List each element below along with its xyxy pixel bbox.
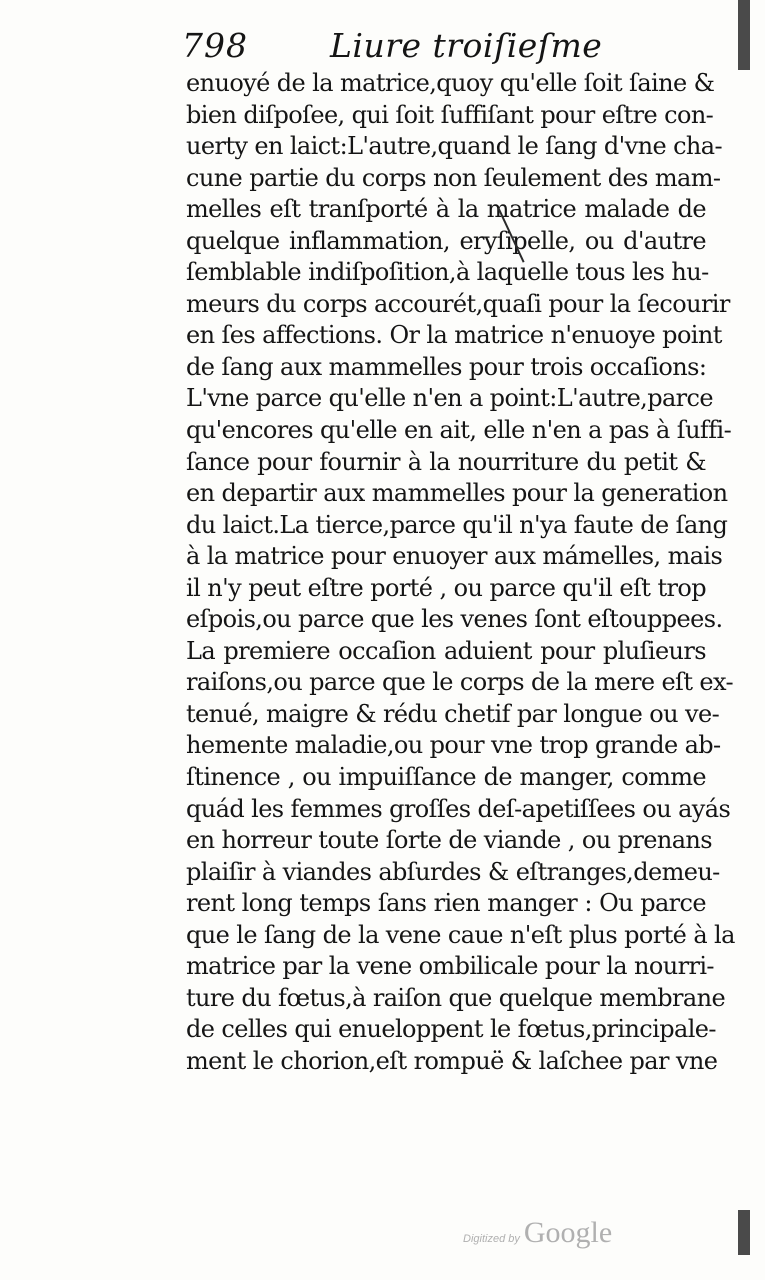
text-line: de celles qui enueloppent le fœtus,principale- [186,1015,716,1044]
scan-edge-shadow [738,0,750,70]
text-line: hemente maladie,ou pour vne trop grande ab- [186,731,721,760]
text-line: eſpois,ou parce que les venes ſont eſtouppees. [186,605,723,634]
text-line: raiſons,ou parce que le corps de la mere eſt ex- [186,668,734,697]
text-line: meurs du corps accourét,quaſi pour la ſecourir [186,289,730,318]
text-line: en horreur toute ſorte de viande , ou prenans [186,826,712,855]
text-line: à la matrice pour enuoyer aux mámelles, mais [186,542,723,571]
text-line: bien diſpoſee, qui ſoit ſuffiſant pour eſtre con- [186,100,714,129]
text-line: L'vne parce qu'elle n'en a point:L'autre,parce [186,384,714,413]
text-line: qu'encores qu'elle en ait, elle n'en a pas à ſuffi- [186,416,732,445]
text-line: que le ſang de la vene caue n'eſt plus porté à la [186,920,735,949]
page-number: 798 [182,26,248,65]
running-title: Liure troiſieſme [330,26,603,65]
text-line: ture du fœtus,à raiſon que quelque membrane [186,983,726,1012]
text-line: de ſang aux mammelles pour trois occaſions: [186,352,707,381]
text-line: ſance pour fournir à la nourriture du petit & [186,447,706,476]
text-line: tenué, maigre & rédu chetif par longue ou ve- [186,699,720,728]
text-line: ſemblable indiſpoſition,à laquelle tous les hu- [186,258,709,287]
text-line: rent long temps ſans rien manger : Ou parce [186,889,706,918]
digitized-by-label: Digitized by [463,1233,520,1245]
text-line: quelque inflammation, eryſipelle, ou d'autre [186,226,706,255]
text-line: matrice par la vene ombilicale pour la nourri- [186,952,714,981]
scan-edge-shadow-bottom [738,1210,750,1255]
text-line: du laict.La tierce,parce qu'il n'ya faute de ſang [186,510,728,539]
google-logo-text: Google [523,1216,613,1249]
text-line: ment le chorion,eſt rompuë & laſchee par vne [186,1046,718,1075]
body-text [186,68,735,1078]
text-line: melles eſt tranſporté à la matrice malade de [186,195,706,224]
text-line: ſtinence , ou impuiſſance de manger, comme [186,763,706,792]
text-line: en departir aux mammelles pour la generation [186,479,728,508]
page-header [182,26,712,70]
text-line: en ſes affections. Or la matrice n'enuoye point [186,321,722,350]
text-line: quád les femmes groſſes deſ-apetiſſees ou ayás [186,794,731,823]
text-line: uerty en laict:L'autre,quand le ſang d'vne cha- [186,132,722,161]
text-line: plaiſir à viandes abſurdes & eſtranges,demeu- [186,857,720,886]
text-line: enuoyé de la matrice,quoy qu'elle ſoit ſaine & [186,69,715,97]
text-line: cune partie du corps non ſeulement des mam- [186,163,721,192]
text-line: il n'y peut eſtre porté , ou parce qu'il eſt trop [186,573,706,602]
text-line: La premiere occaſion aduient pour pluſieurs [186,636,706,665]
digitized-watermark [463,1216,612,1250]
